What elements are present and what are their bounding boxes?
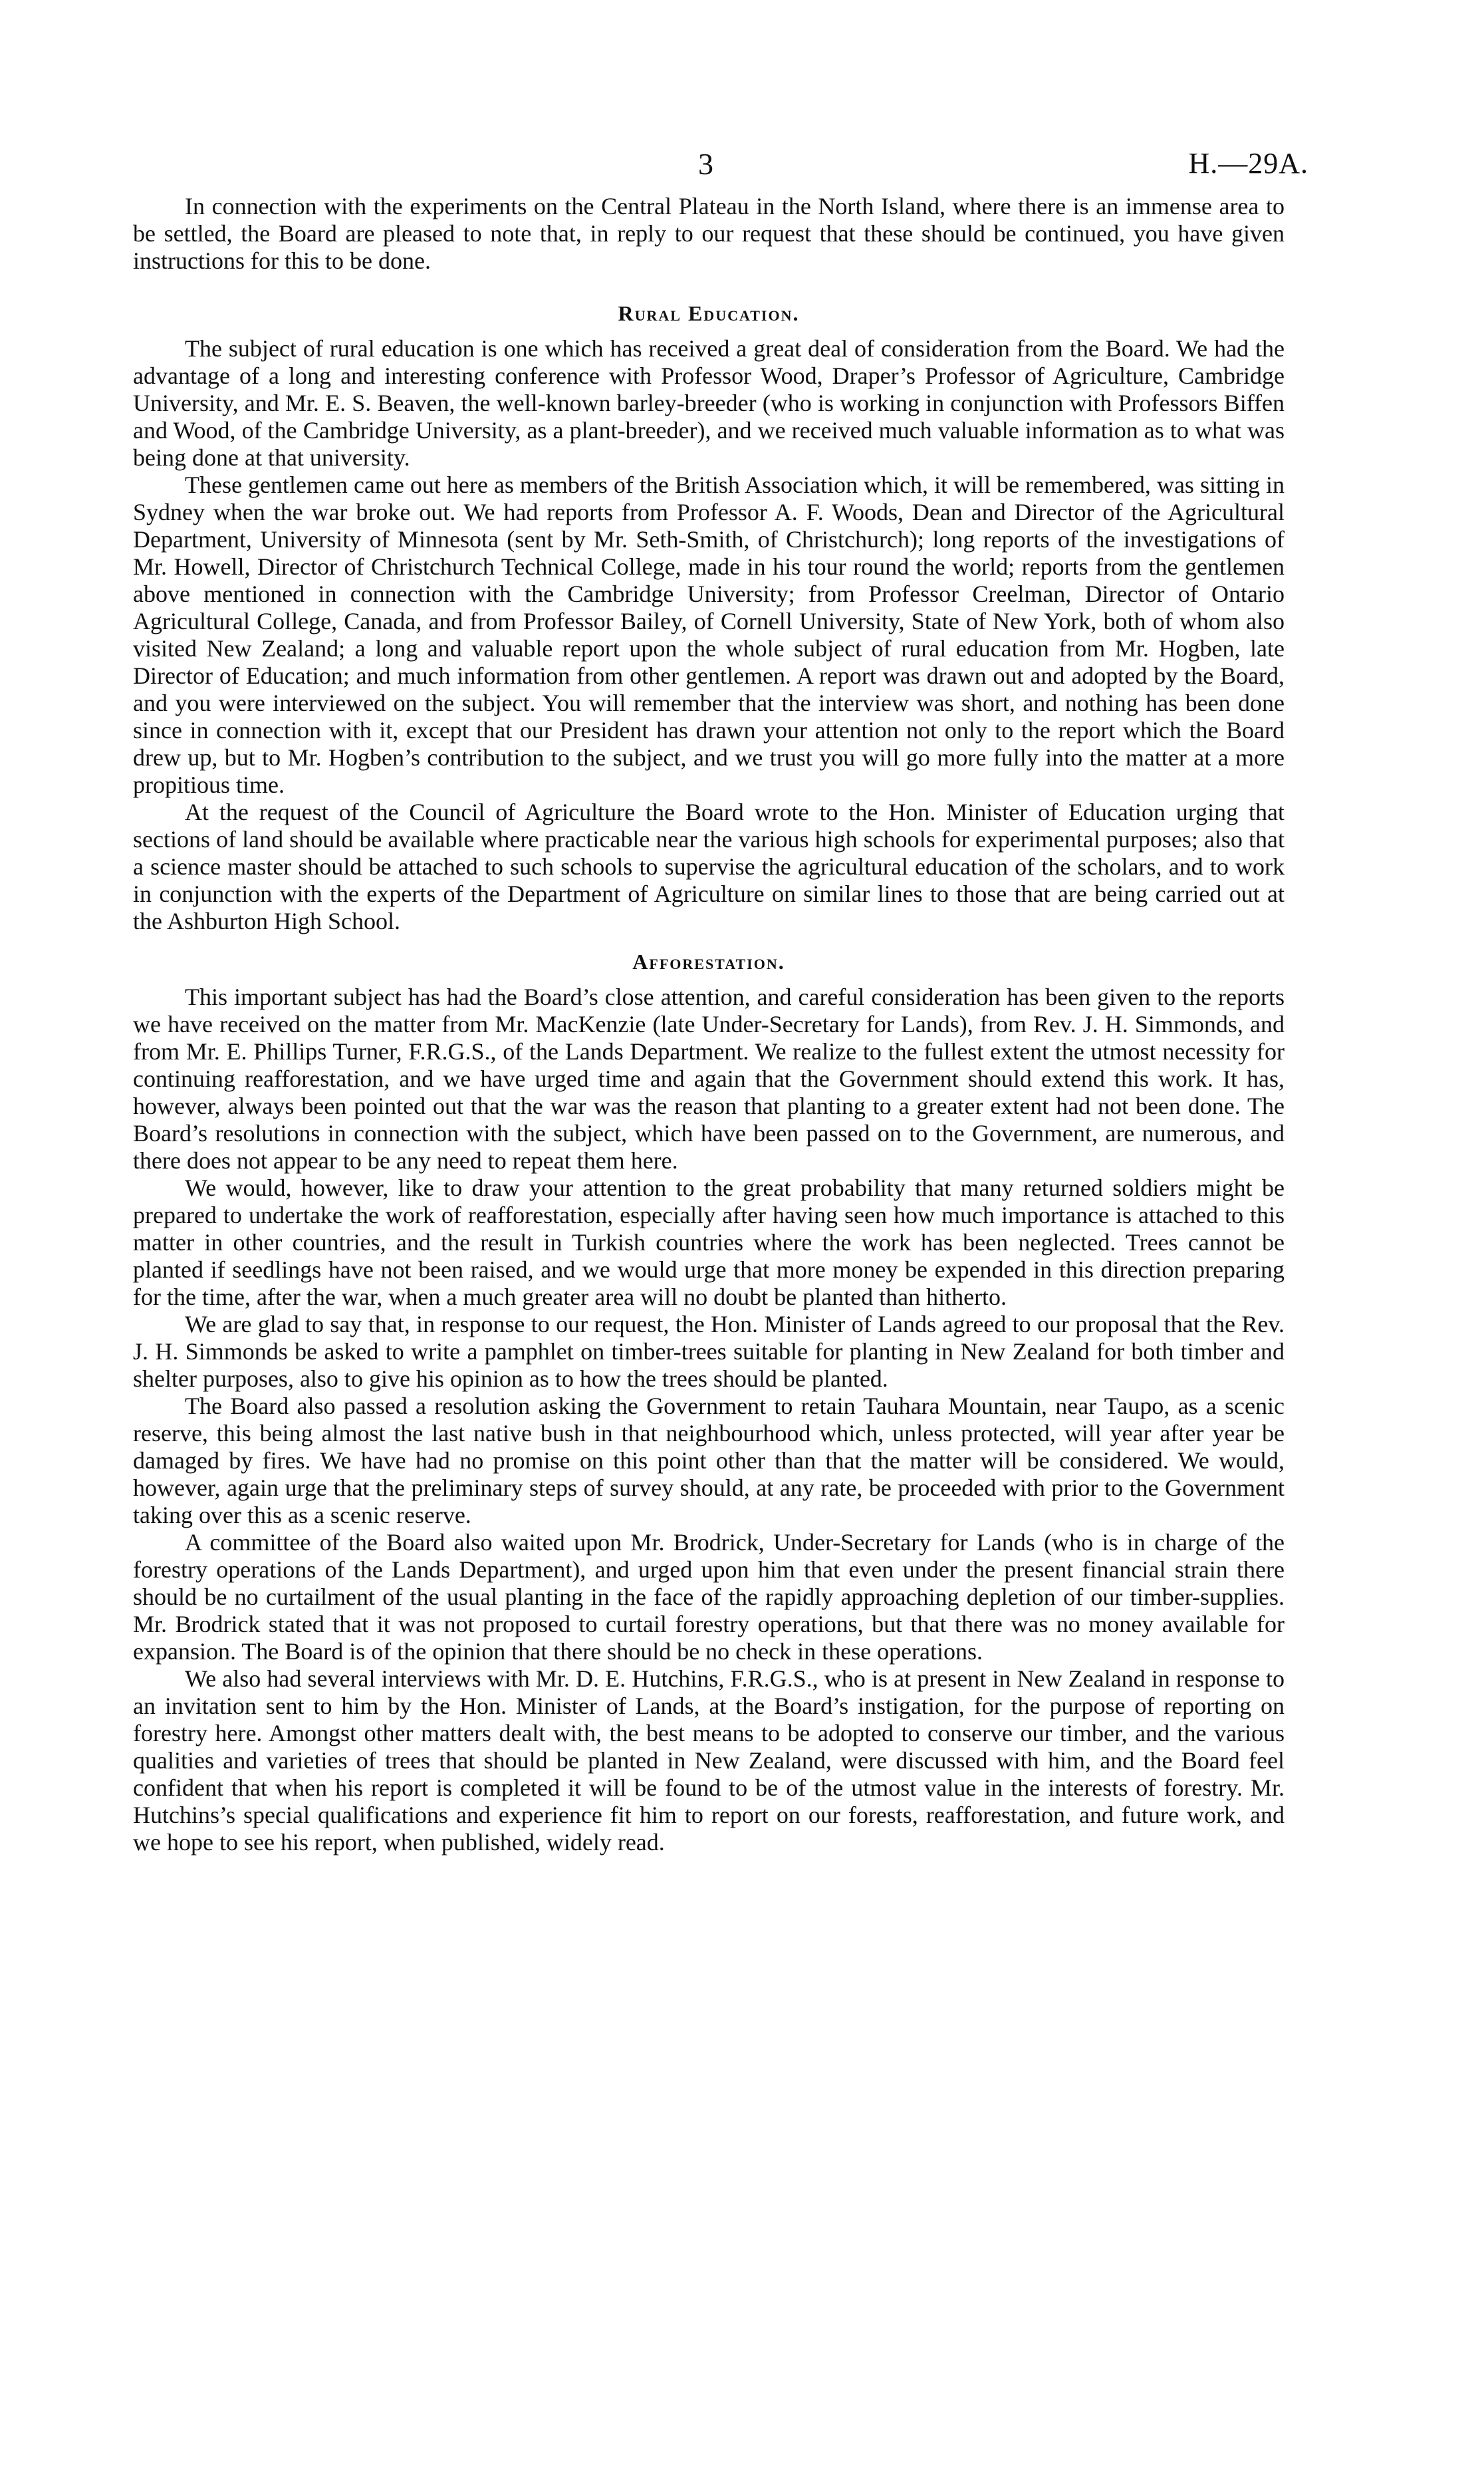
rural-education-section [133,335,1285,935]
paragraph: At the request of the Council of Agriculture the Board wrote to the Hon. Minister of Education urging that sections of land should be available where practicable near the various high schools for experimental purposes; also that a science master should be attached to such schools to supervise the agricultural education of the scholars, and to work in conjunction with the experts of the Department of Agriculture on similar lines to those that are being carried out at the Ashburton High School. [133,799,1285,934]
section-heading-rural-education: Rural Education. [618,301,800,325]
page-number: 3 [698,147,713,181]
paragraph: In connection with the experiments on the Central Plateau in the North Island, where there is an immense area to be settled, the Board are pleased to note that, in reply to our request that these should be continued, you have given instructions for this to be done. [133,193,1285,274]
paragraph: The subject of rural education is one which has received a great deal of consideration from the Board. We had the advantage of a long and interesting conference with Professor Wood, Draper’s Professor of Agriculture, Cambridge University, and Mr. E. S. Beaven, the well-known barley-breeder (who is working in conjunction with Professors Biffen and Wood, of the Cambridge University, as a plant-breeder), and we received much valuable information as to what was being done at that university. [133,335,1285,471]
document-body [133,193,1285,1856]
paragraph: The Board also passed a resolution asking the Government to retain Tauhara Mountain, near Taupo, as a scenic reserve, this being almost the last native bush in that neighbourhood which, unless protected, will year after year be damaged by fires. We have had no promise on this point other than that the matter will be considered. We would, however, again urge that the preliminary steps of survey should, at any rate, be proceeded with prior to the Government taking over this as a scenic reserve. [133,1393,1285,1528]
paragraph: This important subject has had the Board’s close attention, and careful consideration has been given to the reports we have received on the matter from Mr. MacKenzie (late Under-Secretary for Lands), from Rev. J. H. Simmonds, and from Mr. E. Phillips Turner, F.R.G.S., of the Lands Department. We realize to the fullest extent the utmost necessity for continuing reafforestation, and we have urged time and again that the Government should extend this work. It has, however, always been pointed out that the war was the reason that planting to a greater extent had not been done. The Board’s resolutions in connection with the subject, which have been passed on to the Government, are numerous, and there does not appear to be any need to repeat them here. [133,984,1285,1174]
paragraph: A committee of the Board also waited upon Mr. Brodrick, Under-Secretary for Lands (who is in charge of the forestry operations of the Lands Department), and urged upon him that even under the present financial strain there should be no curtailment of the usual planting in the face of the rapidly approaching depletion of our timber-supplies. Mr. Brodrick stated that it was not proposed to curtail forestry operations, but that there was no money available for expansion. The Board is of the opinion that there should be no check in these operations. [133,1529,1285,1665]
document-reference: H.—29A. [1188,147,1308,180]
section-heading-afforestation: Afforestation. [632,950,785,974]
intro-section [133,193,1285,275]
afforestation-section [133,984,1285,1856]
paragraph: We are glad to say that, in response to our request, the Hon. Minister of Lands agreed to our proposal that the Rev. J. H. Simmonds be asked to write a pamphlet on timber-trees suitable for planting in New Zealand for both timber and shelter purposes, also to give his opinion as to how the trees should be planted. [133,1311,1285,1392]
paragraph: We would, however, like to draw your attention to the great probability that many returned soldiers might be prepared to undertake the work of reafforestation, especially after having seen how much importance is attached to this matter in other countries, and the result in Turkish countries where the work has been neglected. Trees cannot be planted if seedlings have not been raised, and we would urge that more money be expended in this direction preparing for the time, after the war, when a much greater area will no doubt be planted than hitherto. [133,1174,1285,1310]
page-header [133,133,1308,186]
paragraph: These gentlemen came out here as members of the British Association which, it will be remembered, was sitting in Sydney when the war broke out. We had reports from Professor A. F. Woods, Dean and Director of the Agricultural Department, University of Minnesota (sent by Mr. Seth-Smith, of Christchurch); long reports of the investigations of Mr. Howell, Director of Christchurch Technical College, made in his tour round the world; reports from the gentlemen above mentioned in connection with the Cambridge University; from Professor Creelman, Director of Ontario Agricultural College, Canada, and from Professor Bailey, of Cornell University, State of New York, both of whom also visited New Zealand; a long and valuable report upon the whole subject of rural education from Mr. Hogben, late Director of Education; and much information from other gentlemen. A report was drawn out and adopted by the Board, and you were interviewed on the subject. You will remember that the interview was short, and nothing has been done since in connection with it, except that our President has drawn your attention not only to the report which the Board drew up, but to Mr. Hogben’s contribution to the subject, and we trust you will go more fully into the matter at a more propitious time. [133,472,1285,798]
paragraph: We also had several interviews with Mr. D. E. Hutchins, F.R.G.S., who is at present in New Zealand in response to an invitation sent to him by the Hon. Minister of Lands, at the Board’s instigation, for the purpose of reporting on forestry here. Amongst other matters dealt with, the best means to be adopted to conserve our timber, and the various qualities and varieties of trees that should be planted in New Zealand, were discussed with him, and the Board feel confident that when his report is completed it will be found to be of the utmost value in the interests of forestry. Mr. Hutchins’s special qualifications and experience fit him to report on our forests, reafforestation, and future work, and we hope to see his report, when published, widely read. [133,1665,1285,1856]
document-page [133,133,1308,1856]
